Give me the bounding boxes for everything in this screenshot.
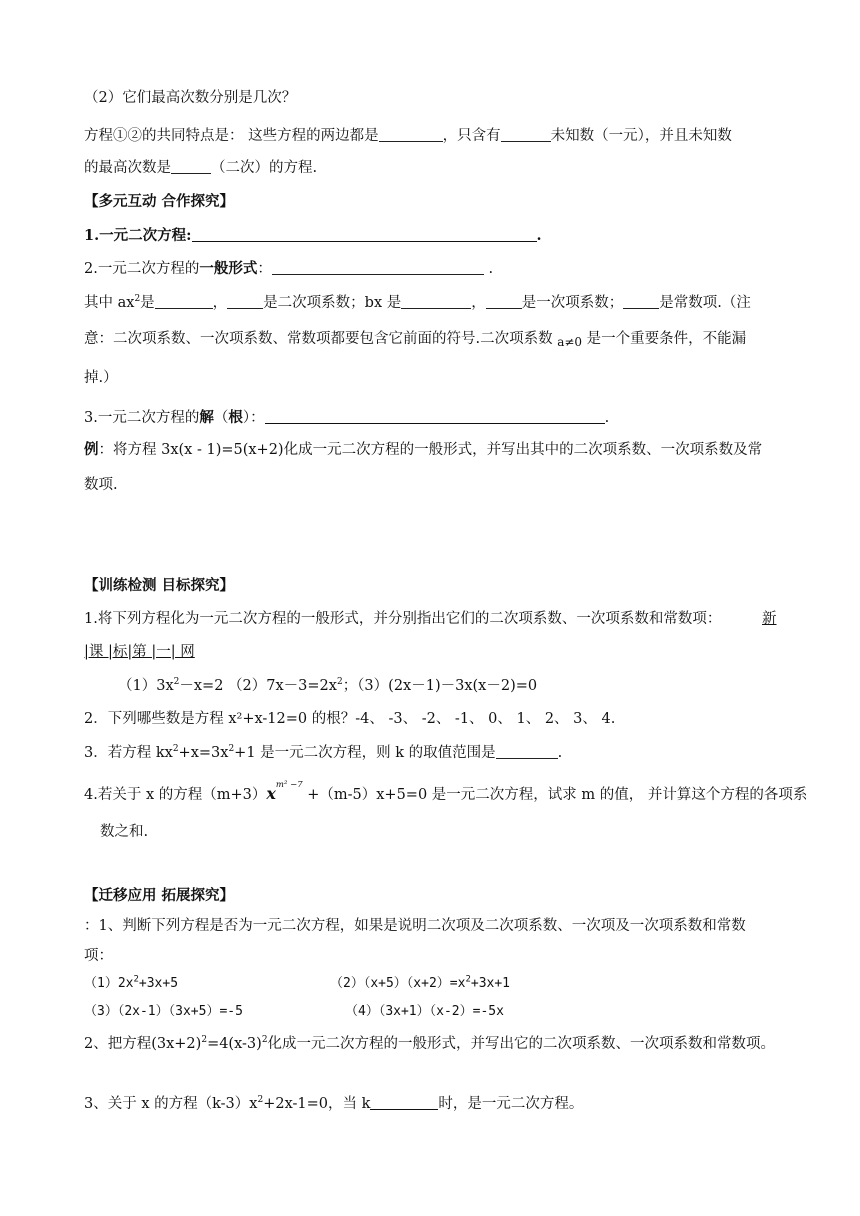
extension-q3-text: 3、关于 x 的方程（k-3）x xyxy=(84,1096,258,1112)
training-q4-text-b: +（m-5）x+5=0 是一元二次方程，试求 m 的值， 并计算这个方程的各项系 xyxy=(302,787,808,803)
blank xyxy=(265,408,605,424)
superscript: 2 xyxy=(201,1035,208,1046)
definition-end: . xyxy=(536,227,542,244)
equation-3-text: ；（3）(2x－1)－3x(x－2)=0 xyxy=(342,678,538,694)
superscript: 2 xyxy=(172,744,179,755)
eq-text-b: +3x+1 xyxy=(470,976,511,991)
extension-equations-row-1 xyxy=(84,974,784,994)
training-q3-line xyxy=(84,743,562,763)
blank xyxy=(486,293,522,309)
coefficients-text-d: 是二次项系数；bx 是 xyxy=(263,295,402,311)
extension-q2-text: 2、把方程(3x+2) xyxy=(84,1036,202,1052)
section-heading-extension: 【迁移应用 拓展探究】 xyxy=(84,888,235,904)
training-q4-line-2 xyxy=(100,822,148,842)
extension-eq-2 xyxy=(330,974,510,994)
superscript: 2 xyxy=(173,677,180,688)
training-q1-text: 1.将下列方程化为一元二次方程的一般形式，并分别指出它们的二次项系数、一次项系数和常数项： xyxy=(84,611,722,627)
root-paren: （ xyxy=(213,410,229,426)
coefficients-text-e: ， xyxy=(471,295,486,311)
superscript: 2 xyxy=(257,1095,264,1106)
root-label-b: 根 xyxy=(228,409,243,426)
definition-number: 1. xyxy=(84,227,100,244)
example-text: ：将方程 3x(x - 1)=5(x+2)化成一元二次方程的一般形式，并写出其中的二次项系数、一次项系数及常 xyxy=(98,442,763,458)
common-feature-text-d: 的最高次数是 xyxy=(84,160,171,176)
extension-equations-row-2 xyxy=(84,1002,784,1022)
blank xyxy=(171,158,211,174)
extension-q3-line xyxy=(84,1094,583,1114)
training-q2-text: 2．下列哪些数是方程 x²+x-12=0 的根？-4、 -3、 -2、 -1、 0、 1、 2、 3、 4. xyxy=(84,711,616,727)
extension-q3-text-c: 时，是一元二次方程。 xyxy=(438,1096,584,1112)
example-text-2: 数项. xyxy=(84,477,118,493)
extension-q1-line xyxy=(84,916,746,936)
question-2-line xyxy=(84,88,296,108)
watermark-link[interactable]: 新 xyxy=(762,611,777,627)
common-feature-text-b: ，只含有 xyxy=(442,128,501,144)
general-form-text: 2.一元二次方程的 xyxy=(84,261,200,277)
coefficients-text-g: 是常数项.（注 xyxy=(659,295,751,311)
note-text-c: 掉.） xyxy=(84,370,118,386)
blank xyxy=(401,293,471,309)
training-q3-end: . xyxy=(557,745,563,761)
note-text-b: 是一个重要条件，不能漏 xyxy=(586,331,747,347)
training-q3-text-b: +x=3x xyxy=(178,745,229,761)
general-form-label: 一般形式 xyxy=(199,260,258,277)
example-label: 例 xyxy=(84,441,99,458)
coefficients-line xyxy=(84,293,751,313)
common-feature-line-2 xyxy=(84,158,317,178)
eq-text: （1）2x xyxy=(84,976,134,991)
note-end-line xyxy=(84,368,118,388)
blank xyxy=(227,293,263,309)
extension-q2-text-c: 化成一元二次方程的一般形式，并写出它的二次项系数、一次项系数和常数项。 xyxy=(267,1036,776,1052)
common-feature-text-e: （二次）的方程. xyxy=(211,160,318,176)
general-form-line xyxy=(84,259,493,279)
definition-label: 一元二次方程: xyxy=(99,227,192,244)
blank xyxy=(272,259,484,275)
watermark-link-2[interactable]: |课 |标|第 |一| 网 xyxy=(84,644,195,660)
section-heading-interaction: 【多元互动 合作探究】 xyxy=(84,194,235,210)
superscript: 2 xyxy=(133,974,139,985)
variable-x: x xyxy=(266,784,276,803)
training-q1-line xyxy=(84,609,721,629)
question-2-text: （2）它们最高次数分别是几次？ xyxy=(84,90,297,106)
superscript: 2 xyxy=(465,974,471,985)
example-line-2 xyxy=(84,475,118,495)
general-form-end: . xyxy=(488,261,494,277)
note-text: 意：二次项系数、一次项系数、常数项都要包含它前面的符号.二次项系数 xyxy=(84,331,553,347)
extension-eq-3: （3）（2x-1）（3x+5）=-5 xyxy=(84,1004,243,1019)
extension-q3-text-b: +2x-1=0，当 k xyxy=(263,1096,371,1112)
training-q4-line xyxy=(84,780,808,805)
eq-text-b: +3x+5 xyxy=(138,976,179,991)
root-text: 3.一元二次方程的 xyxy=(84,410,200,426)
example-line xyxy=(84,440,762,460)
root-line xyxy=(84,408,609,428)
root-label: 解 xyxy=(199,409,214,426)
superscript: 2 xyxy=(134,294,141,305)
root-paren-b: ）： xyxy=(242,410,265,426)
definition-line xyxy=(84,226,542,246)
note-line xyxy=(84,329,746,349)
root-end: . xyxy=(604,410,610,426)
coefficients-text: 其中 ax xyxy=(84,295,135,311)
training-q4-text-c: 数之和. xyxy=(100,824,149,840)
superscript: 2 xyxy=(261,1035,268,1046)
coefficients-text-c: ， xyxy=(212,295,228,311)
training-q2-line xyxy=(84,709,615,729)
eq-text: （2）（x+5）（x+2）=x xyxy=(330,976,466,991)
superscript: 2 xyxy=(336,677,343,688)
extension-eq-4: （4）（3x+1）（x-2）=-5x xyxy=(345,1004,504,1019)
blank xyxy=(623,293,659,309)
extension-q1-text-b: 项： xyxy=(84,948,113,964)
coefficients-text-b: 是 xyxy=(140,295,155,311)
extension-q2-line xyxy=(84,1034,775,1054)
equation-1-text: （1）3x xyxy=(118,678,174,694)
blank xyxy=(501,126,551,142)
training-q4-text: 4.若关于 x 的方程（m+3） xyxy=(84,787,267,803)
section-heading-training: 【训练检测 目标探究】 xyxy=(84,578,235,594)
blank xyxy=(370,1094,438,1110)
general-form-colon: ： xyxy=(257,261,272,277)
common-feature-text: 方程①②的共同特点是： 这些方程的两边都是 xyxy=(84,128,379,144)
training-q1-equations xyxy=(118,676,537,696)
blank xyxy=(192,226,537,242)
exponent: m² −7 xyxy=(275,780,303,791)
coefficients-text-f: 是一次项系数； xyxy=(521,295,624,311)
training-q3-text-c: +1 是一元二次方程，则 k 的取值范围是 xyxy=(234,745,496,761)
blank xyxy=(155,293,213,309)
extension-eq-1 xyxy=(84,976,178,991)
common-feature-text-c: 未知数（一元），并且未知数 xyxy=(550,128,732,144)
training-q3-text: 3．若方程 kx xyxy=(84,745,173,761)
extension-q2-text-b: =4(x-3) xyxy=(207,1036,262,1052)
common-feature-line xyxy=(84,126,732,146)
blank xyxy=(379,126,443,142)
superscript: 2 xyxy=(228,744,235,755)
extension-q1-line-2 xyxy=(84,946,113,966)
condition-formula: a≠0 xyxy=(557,335,583,349)
equation-2-text: －x=2 （2）7x－3=2x xyxy=(179,678,337,694)
extension-q1-text: ：1、判断下列方程是否为一元二次方程，如果是说明二次项及二次项系数、一次项及一次项系数和常数 xyxy=(84,918,746,934)
blank xyxy=(496,743,558,759)
